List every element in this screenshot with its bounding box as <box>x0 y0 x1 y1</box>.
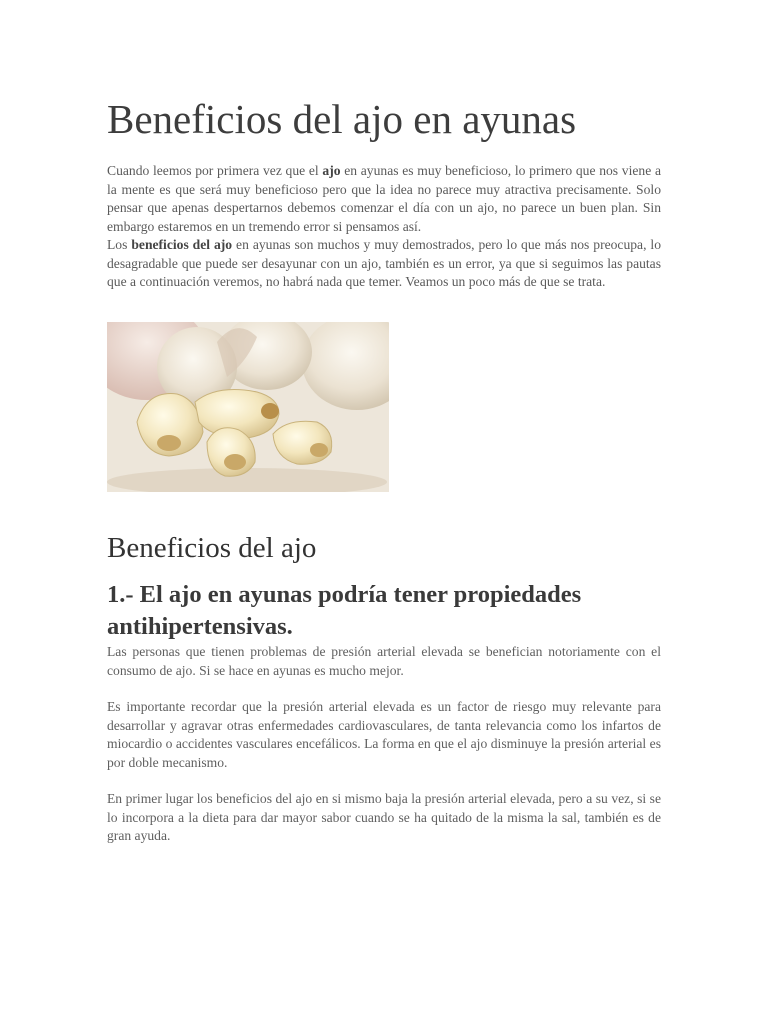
intro-p2-start: Los <box>107 237 132 252</box>
paragraph-3: En primer lugar los beneficios del ajo en si mismo baja la presión arterial elevada, pero a su vez, si se lo incorpora a la dieta para dar mayor sabor cuando se ha quitado de la misma la sal, también es de gran ayuda. <box>107 791 661 843</box>
benefit-heading: 1.- El ajo en ayunas podría tener propiedades antihipertensivas. <box>107 581 582 640</box>
intro-p2-keyword: beneficios del ajo <box>131 237 233 252</box>
intro-p1-keyword: ajo <box>322 163 341 178</box>
paragraph-2: Es importante recordar que la presión arterial elevada es un factor de riesgo muy relevante para desarrollar y agravar otras enfermedades cardiovasculares, de tanta relevancia como los infartos de miocardio o accidentes vasculares encefálicos. La forma en que el ajo disminuye la presión arterial es por doble mecanismo. <box>107 699 661 770</box>
intro-text <box>107 162 661 292</box>
intro-p2-rest: en ayunas son muchos y muy demostrados, pero lo que más nos preocupa, lo desagradable que puede ser desayunar con un ajo, también es un error, ya que si seguimos las pautas que a continuación veremos, no habrá nada que temer. Veamos un poco más de que se trata. <box>107 237 662 289</box>
paragraph-1: Las personas que tienen problemas de presión arterial elevada se benefician notoriamente con el consumo de ajo. Si se hace en ayunas es mucho mejor. <box>107 644 661 678</box>
garlic-image <box>107 322 389 492</box>
intro-p1-rest: en ayunas es muy beneficioso, lo primero que nos viene a la mente es que será muy beneficioso pero que la idea no parece muy atractiva precisamente. Solo pensar que apenas despertarnos debemos comenzar el día con un ajo, no parece un buen plan. Sin embargo estaremos en un tremendo error si pensamos así. <box>107 163 661 234</box>
page-title: Beneficios del ajo en ayunas <box>107 96 577 142</box>
intro-p1-start: Cuando leemos por primera vez que el <box>107 163 323 178</box>
intro-paragraph-1 <box>107 162 661 236</box>
intro-paragraph-2 <box>107 236 661 292</box>
garlic-cloves-illustration <box>107 322 389 492</box>
section-heading: Beneficios del ajo <box>107 532 317 564</box>
